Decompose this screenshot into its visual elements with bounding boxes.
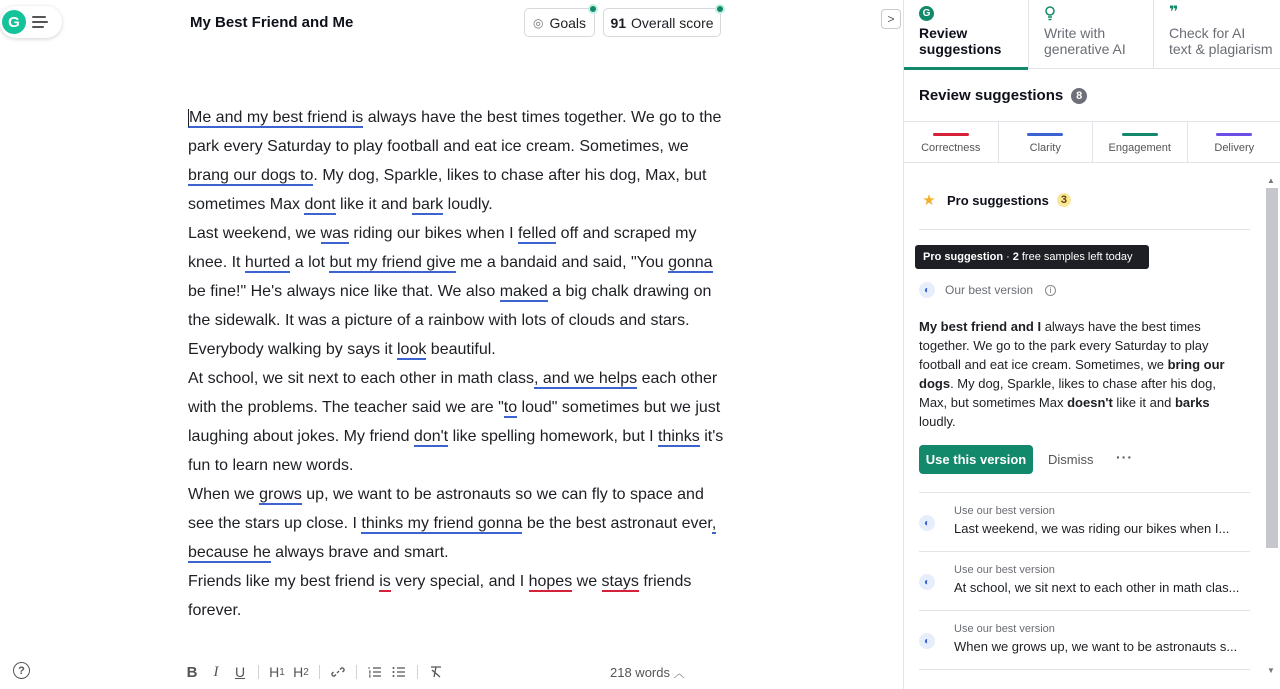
text-span: me a bandaid and said, "You — [455, 254, 669, 271]
text-span: riding our bikes when I — [348, 225, 518, 242]
assistant-panel — [903, 0, 1280, 689]
clarity-suggestion-underline[interactable]: , and we helps — [533, 370, 638, 387]
pro-title: Pro suggestions — [947, 192, 1049, 208]
clarity-suggestion-underline[interactable]: look — [396, 341, 427, 358]
panel-scrollbar[interactable] — [1264, 172, 1278, 680]
pro-tooltip — [915, 245, 1149, 269]
lightbulb-icon — [1044, 6, 1153, 23]
overall-score-button[interactable] — [603, 8, 721, 37]
use-this-version-button[interactable]: Use this version — [919, 445, 1033, 474]
bold-button[interactable]: B — [186, 663, 198, 681]
heading2-button[interactable]: H 2 — [293, 664, 309, 680]
review-suggestions-heading — [919, 87, 1087, 104]
clarity-suggestion-underline[interactable]: dont — [304, 196, 336, 213]
text-span: like spelling homework, but I — [448, 428, 658, 445]
score-value: 91 — [610, 14, 627, 31]
chevron-up-icon: ︿ — [673, 668, 685, 680]
tab-generative-ai[interactable] — [1029, 0, 1154, 69]
clarity-suggestion-underline[interactable]: maked — [499, 283, 548, 300]
correctness-suggestion-underline[interactable]: is — [379, 573, 391, 590]
goals-status-dot — [588, 4, 598, 14]
paragraph[interactable] — [188, 364, 733, 480]
tab-review-suggestions[interactable] — [904, 0, 1029, 69]
text-span: When we — [188, 486, 260, 503]
star-icon: ★ — [922, 192, 936, 209]
toolbar-divider — [319, 665, 320, 679]
bullet-list-icon[interactable] — [387, 661, 411, 683]
clarity-suggestion-underline[interactable]: felled — [517, 225, 557, 242]
clarity-suggestion-underline[interactable]: thinks — [658, 428, 700, 445]
paragraph[interactable] — [188, 567, 733, 625]
text-span: always brave and smart. — [270, 544, 449, 561]
scrollbar-thumb[interactable] — [1266, 188, 1278, 548]
tab-ai-plagiarism[interactable] — [1154, 0, 1279, 69]
toolbar-divider — [417, 665, 418, 679]
clarity-suggestion-underline[interactable]: bark — [412, 196, 444, 213]
suggestion-item[interactable] — [919, 610, 1250, 669]
goals-button[interactable] — [524, 8, 595, 37]
word-count-button[interactable] — [610, 665, 685, 681]
category-delivery[interactable] — [1188, 122, 1280, 162]
text-span: loudly. — [443, 196, 493, 213]
best-version-label-row — [919, 282, 1056, 298]
collapse-panel-button[interactable] — [881, 9, 901, 29]
paragraph[interactable] — [188, 219, 733, 364]
moon-icon: ◐ — [919, 515, 935, 531]
category-bar — [1027, 133, 1063, 136]
text-span: Last weekend, we — [188, 225, 321, 242]
category-bar — [1216, 133, 1252, 136]
moon-icon: ◐ — [919, 633, 935, 649]
clarity-suggestion-underline[interactable]: gonna — [668, 254, 713, 271]
category-label: Delivery — [1214, 142, 1255, 154]
clarity-suggestion-underline[interactable]: thinks my friend gonna — [361, 515, 523, 532]
text-span: very special, and I — [390, 573, 529, 590]
tooltip-separator: · — [1006, 251, 1010, 263]
paragraph[interactable] — [188, 480, 733, 567]
grammarly-logo-icon: G — [2, 10, 26, 34]
text-span: . My dog, Sparkle, likes to chase after his dog, Max, but sometimes Max — [919, 376, 1216, 410]
text-span: . My dog, Sparkle, likes to chase after his dog, Max, but sometimes Max — [188, 167, 707, 213]
underline-button[interactable]: U — [234, 664, 246, 680]
moon-icon: ◐ — [919, 574, 935, 590]
tab-label-line2: generative AI — [1044, 41, 1126, 57]
tooltip-text: free samples left today — [1021, 251, 1133, 263]
dismiss-button[interactable]: Dismiss — [1048, 452, 1094, 467]
suggested-change: My best friend and I — [919, 319, 1042, 334]
tab-label-line1: Check for AI — [1169, 25, 1246, 41]
text-span: always have the best times together. We go to the park every Saturday to play football and eat ice cream. Sometimes, we — [919, 319, 1209, 372]
tooltip-title: Pro suggestion — [923, 251, 1004, 263]
clarity-suggestion-underline[interactable]: was — [320, 225, 349, 242]
suggestions-list — [904, 163, 1264, 689]
text-span: a lot — [290, 254, 330, 271]
text-span: up, we want to be astronauts so we can fly to space and see the stars up close. I — [188, 486, 704, 532]
category-label: Engagement — [1108, 142, 1171, 154]
text-span: each other with the problems. The teacher said we are " — [188, 370, 718, 416]
suggestion-item[interactable] — [919, 492, 1250, 551]
score-status-dot — [715, 4, 725, 14]
text-span: loud" sometimes but we just laughing about jokes. My friend — [188, 399, 721, 445]
clarity-suggestion-underline[interactable]: hurted — [244, 254, 291, 271]
text-span: like it and — [1112, 395, 1175, 410]
app-menu-pill[interactable] — [0, 6, 62, 38]
review-count-badge: 8 — [1071, 88, 1087, 104]
divider — [919, 669, 1250, 670]
clarity-suggestion-underline[interactable]: Me and my best friend is — [189, 109, 364, 126]
review-title: Review suggestions — [919, 87, 1064, 104]
suggestion-preview: At school, we sit next to each other in math clas... — [954, 580, 1240, 595]
text-span: loudly. — [919, 414, 956, 429]
tab-label-line2: text & plagiarism — [1169, 41, 1273, 57]
suggestion-preview: When we grows up, we want to be astronauts s... — [954, 639, 1238, 654]
quote-icon: ❞ — [1169, 4, 1179, 21]
category-correctness[interactable] — [904, 122, 999, 162]
clarity-suggestion-underline[interactable]: don't — [413, 428, 449, 445]
goals-label: Goals — [549, 14, 587, 31]
correctness-suggestion-underline[interactable]: stays — [601, 573, 639, 590]
text-span: we — [572, 573, 602, 590]
scroll-up-icon[interactable]: ▲ — [1267, 176, 1275, 185]
divider — [919, 229, 1250, 230]
tab-label-line1: Review — [919, 25, 968, 41]
format-toolbar — [180, 661, 448, 683]
score-label: Overall score — [631, 14, 714, 31]
document-editor[interactable] — [188, 103, 733, 625]
heading1-button[interactable]: H 1 — [269, 664, 285, 680]
text-span: be fine!" He's always nice like that. We also — [188, 283, 500, 300]
suggested-change: bring our dogs — [919, 357, 1225, 391]
text-span: At school, we sit next to each other in math class — [188, 370, 534, 387]
category-engagement[interactable] — [1093, 122, 1188, 162]
clarity-suggestion-underline[interactable]: brang our dogs to — [188, 167, 314, 184]
help-icon[interactable]: ? — [13, 662, 30, 679]
chevron-right-icon: > — [887, 12, 895, 26]
tooltip-count: 2 — [1012, 251, 1019, 263]
numbered-list-icon[interactable] — [363, 661, 387, 683]
tab-label-line1: Write with — [1044, 25, 1106, 41]
scroll-down-icon[interactable]: ▼ — [1267, 666, 1275, 675]
text-span: it's fun to learn new words. — [188, 428, 724, 474]
category-clarity[interactable] — [999, 122, 1094, 162]
text-span: like it and — [335, 196, 413, 213]
clarity-suggestion-underline[interactable]: , because he — [188, 515, 717, 561]
suggested-change: barks — [1174, 395, 1210, 410]
suggested-change: doesn't — [1067, 395, 1113, 410]
suggestion-preview: Last weekend, we was riding our bikes when I... — [954, 521, 1230, 536]
text-span: Friends like my best friend — [188, 573, 380, 590]
clarity-suggestion-underline[interactable]: but my friend give — [329, 254, 456, 271]
clear-format-icon[interactable] — [424, 661, 448, 683]
text-span: off and scraped my knee. It — [188, 225, 697, 271]
info-icon[interactable]: i — [1045, 285, 1056, 296]
clarity-suggestion-underline[interactable]: grows — [259, 486, 302, 503]
suggestion-item[interactable] — [919, 551, 1250, 610]
text-span: a big chalk drawing on the sidewalk. It was a picture of a rainbow with lots of clouds and stars. Everybody walking by says it — [188, 283, 712, 358]
category-label: Correctness — [921, 142, 981, 154]
toolbar-divider — [356, 665, 357, 679]
text-span: be the best astronaut ever — [522, 515, 712, 532]
document-title[interactable]: My Best Friend and Me — [190, 14, 354, 31]
more-options-icon[interactable]: ··· — [1116, 449, 1133, 465]
category-label: Clarity — [1029, 142, 1061, 154]
correctness-suggestion-underline[interactable]: hopes — [528, 573, 573, 590]
category-filters — [904, 121, 1280, 163]
moon-icon: ◐ — [919, 282, 935, 298]
grammarly-g-icon: G — [919, 6, 934, 21]
category-bar — [933, 133, 969, 136]
target-icon: ◎ — [532, 15, 544, 30]
clarity-suggestion-underline[interactable]: to — [503, 399, 518, 416]
pro-suggestions-header[interactable] — [919, 191, 1071, 209]
word-count: 218 words — [610, 665, 670, 680]
link-icon[interactable] — [326, 661, 350, 683]
suggestion-label: Use our best version — [954, 564, 1055, 576]
tab-label-line2: suggestions — [919, 41, 1002, 57]
best-version-label: Our best version — [945, 283, 1034, 297]
paragraph[interactable] — [188, 103, 733, 219]
text-span: always have the best times together. We go to the park every Saturday to play football and eat ice cream. Sometimes, we — [188, 109, 722, 155]
suggestion-label: Use our best version — [954, 505, 1055, 517]
text-span: beautiful. — [426, 341, 496, 358]
category-bar — [1122, 133, 1158, 136]
best-version-text — [919, 317, 1244, 431]
text-span: friends forever. — [188, 573, 692, 619]
italic-button[interactable]: I — [213, 663, 219, 680]
pro-count-badge: 3 — [1057, 193, 1071, 207]
menu-icon[interactable] — [32, 15, 50, 29]
panel-tabs — [904, 0, 1280, 69]
toolbar-divider — [258, 665, 259, 679]
suggestion-label: Use our best version — [954, 623, 1055, 635]
